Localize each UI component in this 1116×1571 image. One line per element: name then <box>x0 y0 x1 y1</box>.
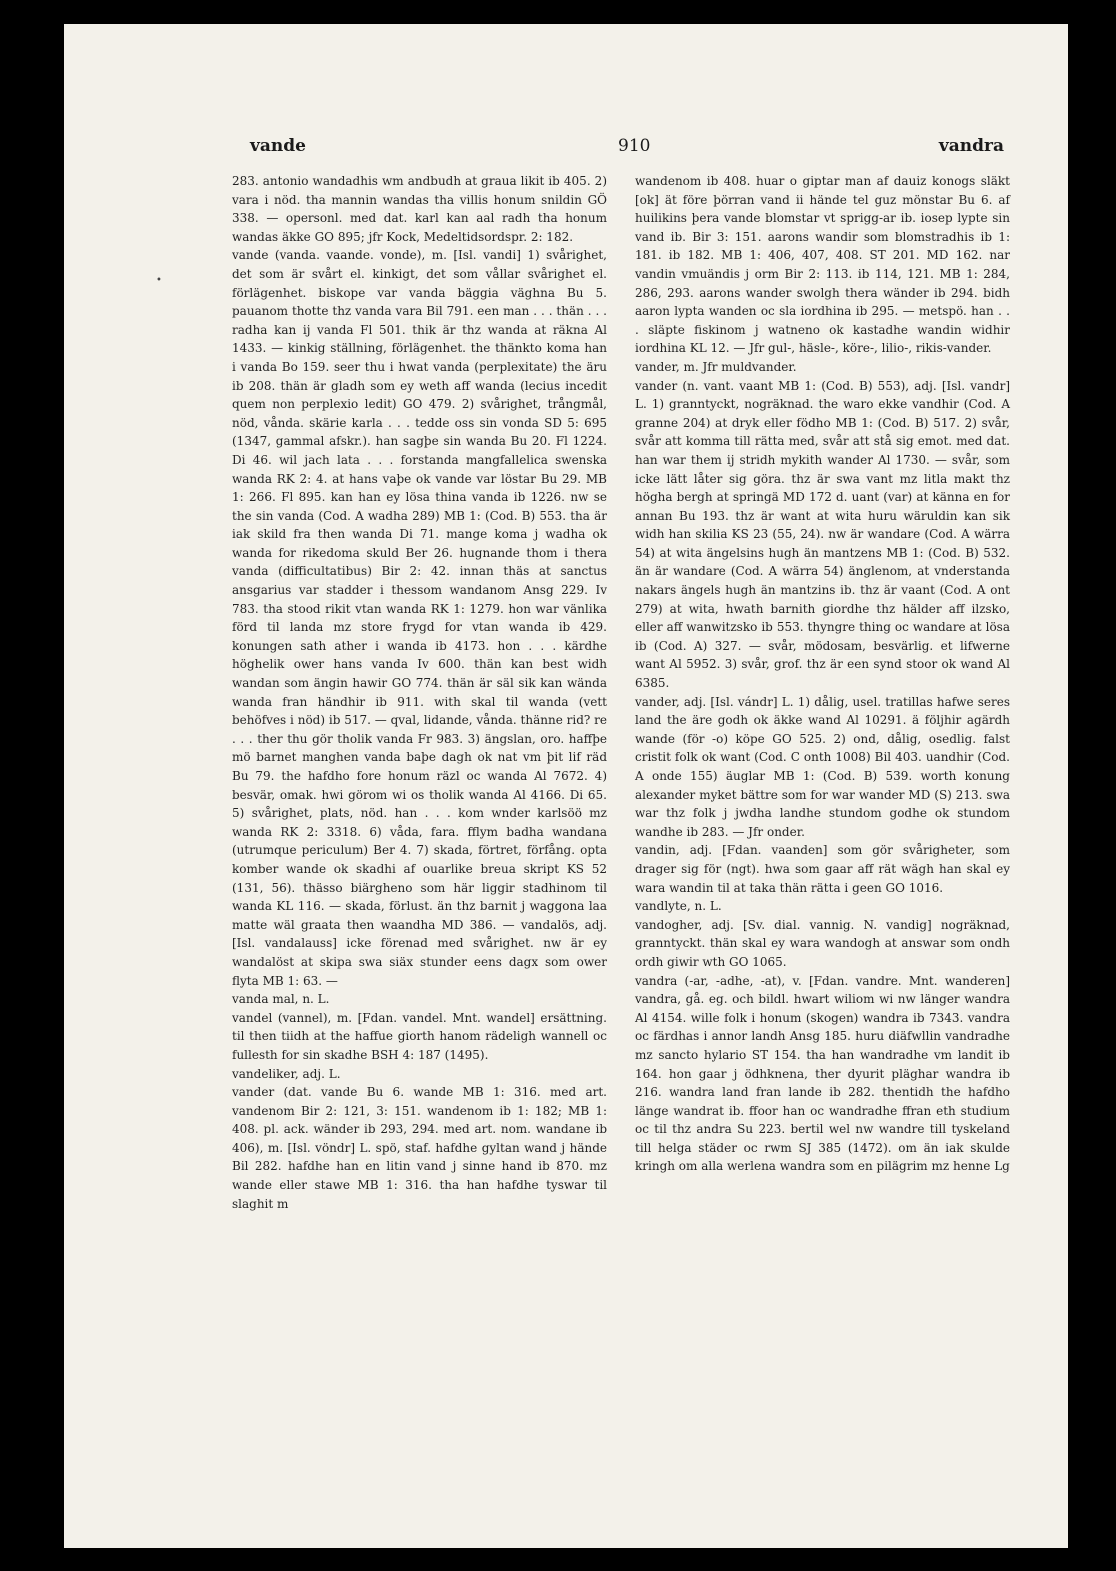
left-column <box>232 172 607 1213</box>
dictionary-entry: vandlyte, n. L. <box>635 899 722 914</box>
dictionary-entry: vandra (-ar, -adhe, -at), v. [Fdan. vandre. Mnt. wanderen] vandra, gå. eg. och bildl. hwart wiliom wi nw länger wandra Al 4154. wille folk i honum (skogen) wandra ib 7343. vandra oc färdhas i annor landh Ansg 185. huru diäfwllin vandradhe mz sancto hylario ST 154. tha han wandradhe vm landit ib 164. hon gaar j ödhknena, ther dyurit pläghar wandra ib 216. wandra land fran lande ib 282. thentidh the hafdho länge wandrat ib. ffoor han oc wandradhe ffran eth studium oc til thz andra Su 223. bertil wel nw wandre till tyskeland till helga städer oc rwm SJ 385 (1472). om än iak skulde kringh om alla werlena wandra som en pilägrim mz henne Lg <box>635 973 1010 1174</box>
dictionary-page <box>64 24 1068 1548</box>
dictionary-entry: vande (vanda. vaande. vonde), m. [Isl. vandi] 1) svårighet, det som är svårt el. kinkigt, det som vållar svårighet el. förlägenhet. biskope var vanda bäggia väghna Bu 5. pauanom thotte thz vanda vara Bil 791. een man . . . thän . . . radha kan ij vanda Fl 501. thik är thz wanda at räkna Al 1433. — kinkig ställning, förlägenhet. the thänkto koma han i vanda Bo 159. seer thu i hwat vanda (perplexitate) the äru ib 208. thän är gladh som ey weth aff wanda (lecius incedit quem non perplexio ledit) GO 479. 2) svårighet, trångmål, nöd, vånda. skärie karla . . . tedde oss sin vonda SD 5: 695 (1347, gammal afskr.). han sagþe sin wanda Bu 20. Fl 1224. Di 46. wil jach lata . . . forstanda mangfallelica swenska wanda RK 2: 4. at hans vaþe ok vande var löstar Bu 29. MB 1: 266. Fl 895. kan han ey lösa thina vanda ib 1226. nw se the sin vanda (Cod. A wadha 289) MB 1: (Cod. B) 553. tha är iak skild fra then wanda Di 71. mange koma j wadha ok wanda for rikedoma skuld Ber 26. hugnande thom i thera vanda (difficultatibus) Bir 2: 42. innan thäs at sanctus ansgarius var stadder i thessom wandanom Ansg 229. Iv 783. tha stood rikit vtan wanda RK 1: 1279. hon war vänlika förd til landa mz store frygd for vtan wanda ib 429. konungen sath ather i wanda ib 4173. hon . . . kärdhe höghelik ower hans vanda Iv 600. thän kan best widh wandan som ängin hawir GO 774. thän är säl sik kan wända wanda fran händhir ib 911. with skal til wanda (vett behöfves i nöd) ib 517. — qval, lidande, vånda. thänne rid? re . . . ther thu gör tholik vanda Fr 983. 3) ängslan, oro. haffþe mö barnet manghen vanda baþe dagh ok nat vm þit lif räd Bu 79. the hafdho fore honum räzl oc wanda Al 7672. 4) besvär, omak. hwi görom wi os tholik wanda Al 4166. Di 65. 5) svårighet, plats, nöd. han . . . kom wnder karlsöö mz wanda RK 2: 3318. 6) våda, fara. fflym badha wandana (utrumque periculum) Ber 4. 7) skada, förtret, förfång. opta komber wande ok skadhi af ouarlike breua skript KS 52 (131, 56). thässo biärgheno som här liggir stadhinom til wanda KL 116. — skada, förlust. än thz barnit j waggona laa matte wäl graata then waandha MD 386. — vandalös, adj. [Isl. vandalauss] icke förenad med svårighet. nw är ey wandalöst at skipa swa siäx stunder eens dagx som ower flyta MB 1: 63. — <box>232 248 607 988</box>
running-head-left: vande <box>250 136 306 156</box>
dictionary-entry: vander (n. vant. vaant MB 1: (Cod. B) 553), adj. [Isl. vandr] L. 1) granntyckt, nogräknad. the waro ekke vandhir (Cod. A granne 204) at dryk eller födho MB 1: (Cod. B) 517. 2) svår, svår att komma till rätta med, svår att stå sig emot. med dat. han war them ij stridh mykith wander Al 1730. — svår, som icke lätt låter sig göra. thz är swa vant mz litla makt thz högha bergh at springä MD 172 d. uant (var) at känna en for annan Bu 193. thz är want at wita huru wäruldin kan sik widh han skilia KS 23 (55, 24). nw är wandare (Cod. A wärra 54) at wita ängelsins hugh än mantzens MB 1: (Cod. B) 532. än är wandare (Cod. A wärra 54) änglenom, at vnderstanda nakars ängels hugh än mantzins ib. thz är vaant (Cod. A ont 279) at wita, hwath barnith giordhe thz hälder aff ilzsko, eller aff wanwitzsko ib 553. thyngre thing oc wandare at lösa ib (Cod. A) 327. — svår, mödosam, besvärlig. et lifwerne want Al 5952. 3) svår, grof. thz är een synd stoor ok wand Al 6385. <box>635 378 1010 691</box>
right-column <box>635 172 1010 1176</box>
dictionary-entry: vandogher, adj. [Sv. dial. vannig. N. vandig] nogräknad, granntyckt. thän skal ey wara wandogh at answar som ondh ordh giwir wth GO 1065. <box>635 917 1010 969</box>
dictionary-entry: vandin, adj. [Fdan. vaanden] som gör svårigheter, som drager sig för (ngt). hwa som gaar aff rät wägh han skal ey wara wandin til at taka thän rätta i geen GO 1016. <box>635 843 1010 895</box>
entry-continuation: 283. antonio wandadhis wm andbudh at graua likit ib 405. 2) vara i nöd. tha mannin wandas tha villis honum snildin GÖ 338. — opersonl. med dat. karl kan aal radh tha honum wandas äkke GO 895; jfr Kock, Medeltidsordspr. 2: 182. <box>232 174 607 244</box>
dictionary-entry: vander, adj. [Isl. vándr] L. 1) dålig, usel. tratillas hafwe seres land the äre godh ok äkke wand Al 10291. ä följhir agärdh wande (för -o) köpe GO 525. 2) ond, dålig, osedlig. falst cristit folk ok want (Cod. C onth 1008) Bil 403. uandhir (Cod. A onde 155) äuglar MB 1: (Cod. B) 539. worth konung alexander myket bättre som for war wander MD (S) 213. swa war thz folk j jwdha landhe stundom godhe ok stundom wandhe ib 283. — Jfr onder. <box>635 694 1010 839</box>
running-head-right: vandra <box>938 136 1004 156</box>
dictionary-entry: vander, m. Jfr muldvander. <box>635 359 797 374</box>
dictionary-entry: vandeliker, adj. L. <box>232 1066 341 1081</box>
dictionary-entry: vanda mal, n. L. <box>232 992 330 1007</box>
dictionary-entry: vandel (vannel), m. [Fdan. vandel. Mnt. wandel] ersättning. til then tiidh at the haffue giorth hanom rädeligh wannell oc fullesth for sin skadhe BSH 4: 187 (1495). <box>232 1010 607 1062</box>
margin-mark: • <box>156 275 162 286</box>
dictionary-entry: vander (dat. vande Bu 6. wande MB 1: 316. med art. vandenom Bir 2: 121, 3: 151. wandenom ib 1: 182; MB 1: 408. pl. ack. wänder ib 293, 294. med art. nom. wandane ib 406), m. [Isl. vöndr] L. spö, staf. hafdhe gyltan wand j hände Bil 282. hafdhe han en litin vand j sinne hand ib 870. mz wande eller stawe MB 1: 316. tha han hafdhe tyswar til slaghit m <box>232 1085 607 1211</box>
entry-continuation: wandenom ib 408. huar o giptar man af dauiz konogs släkt [ok] ät före þörran vand ii hände tel guz mönstar Bu 6. af huilikins þera vande blomstar vt sprigg-ar ib. iosep lypte sin vand ib. Bir 3: 151. aarons wandir som blomstradhis ib 1: 181. ib 182. MB 1: 406, 407, 408. ST 201. MD 162. nar vandin vmuändis j orm Bir 2: 113. ib 114, 121. MB 1: 284, 286, 293. aarons wander swolgh thera wänder ib 294. bidh aaron lypta wanden oc sla iordhina ib 295. — metspö. han . . . släpte fiskinom j watneno ok kastadhe wandin widhir iordhina KL 12. — Jfr gul-, häsle-, köre-, lilio-, rikis-vander. <box>635 174 1010 356</box>
page-number: 910 <box>618 136 651 156</box>
